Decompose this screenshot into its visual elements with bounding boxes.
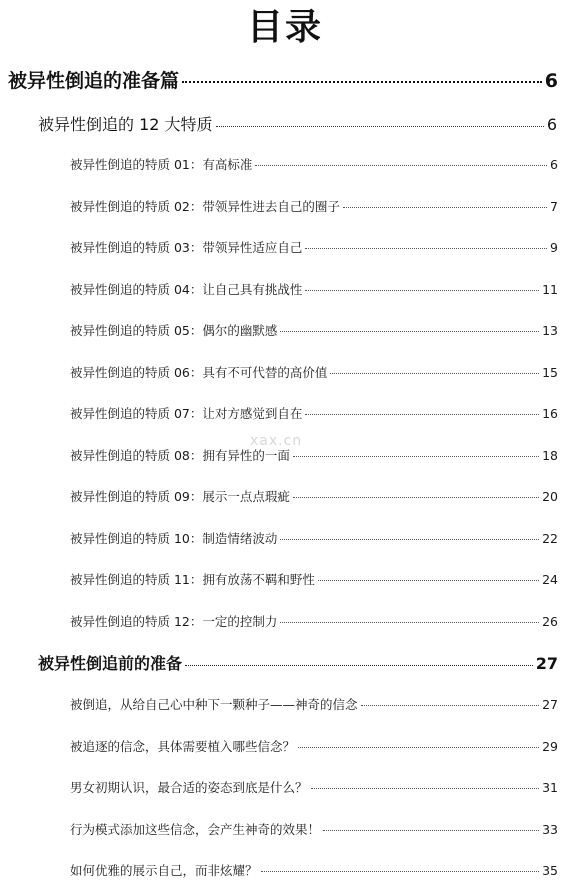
toc-entry-label: 被异性倒追的特质 10：制造情绪波动 bbox=[70, 531, 278, 546]
toc-entry-page: 6 bbox=[550, 157, 558, 172]
watermark: xax.cn bbox=[250, 433, 303, 449]
toc-entry-page: 31 bbox=[542, 780, 558, 795]
toc-section-entry[interactable] bbox=[70, 820, 558, 838]
dot-leader bbox=[298, 747, 539, 748]
toc-entry-label: 被异性倒追的特质 01：有高标准 bbox=[70, 157, 253, 172]
toc-section-entry[interactable] bbox=[70, 197, 558, 215]
toc-entry-page: 6 bbox=[544, 70, 558, 92]
toc-entry-page: 24 bbox=[542, 572, 558, 587]
toc-entry-label: 被异性倒追的特质 11：拥有放荡不羁和野性 bbox=[70, 572, 315, 587]
toc-section-entry[interactable] bbox=[70, 404, 558, 422]
toc-section-entry[interactable] bbox=[70, 570, 558, 588]
toc-section-entry[interactable] bbox=[70, 487, 558, 505]
toc-entry-label: 被异性倒追的特质 03：带领异性适应自己 bbox=[70, 240, 303, 255]
toc-entry-label: 被异性倒追的特质 07：让对方感觉到自在 bbox=[70, 406, 303, 421]
dot-leader bbox=[216, 126, 544, 127]
toc-entry-label: 被追逐的信念，具体需要植入哪些信念？ bbox=[70, 739, 296, 754]
toc-entry-page: 27 bbox=[535, 654, 558, 673]
toc-section-entry[interactable] bbox=[70, 737, 558, 755]
dot-leader bbox=[280, 622, 539, 623]
toc-entry-label: 被异性倒追的 12 大特质 bbox=[38, 115, 213, 134]
dot-leader bbox=[305, 290, 539, 291]
toc-section-entry[interactable] bbox=[70, 321, 558, 339]
dot-leader bbox=[318, 580, 539, 581]
toc-entry-label: 被异性倒追前的准备 bbox=[38, 654, 183, 673]
toc-entry-label: 如何优雅的展示自己，而非炫耀？ bbox=[70, 863, 258, 878]
dot-leader bbox=[280, 539, 539, 540]
toc-entry-label: 被异性倒追的特质 09：展示一点点瑕疵 bbox=[70, 489, 290, 504]
toc-entry-page: 16 bbox=[542, 406, 558, 421]
toc-entry-page: 13 bbox=[542, 323, 558, 338]
toc-section-entry[interactable] bbox=[70, 612, 558, 630]
toc-section-entry[interactable] bbox=[70, 238, 558, 256]
dot-leader bbox=[311, 788, 540, 789]
toc-entry-label: 男女初期认识，最合适的姿态到底是什么？ bbox=[70, 780, 308, 795]
dot-leader bbox=[330, 373, 539, 374]
dot-leader bbox=[305, 414, 539, 415]
toc-entry-label: 被异性倒追的特质 12：一定的控制力 bbox=[70, 614, 278, 629]
dot-leader bbox=[293, 497, 539, 498]
dot-leader bbox=[182, 81, 542, 83]
toc-section-entry[interactable] bbox=[70, 446, 558, 464]
toc-chapter-entry[interactable] bbox=[38, 112, 557, 135]
toc-entry-label: 行为模式添加这些信念，会产生神奇的效果！ bbox=[70, 822, 321, 837]
toc-entry-label: 被倒追，从给自己心中种下一颗种子——神奇的信念 bbox=[70, 697, 358, 712]
toc-section-entry[interactable] bbox=[70, 695, 558, 713]
toc-section-entry[interactable] bbox=[70, 861, 558, 879]
dot-leader bbox=[280, 331, 539, 332]
toc-entry-page: 11 bbox=[542, 282, 558, 297]
toc-entry-page: 27 bbox=[542, 697, 558, 712]
toc-entry-page: 7 bbox=[550, 199, 558, 214]
toc-entry-page: 18 bbox=[542, 448, 558, 463]
dot-leader bbox=[185, 665, 533, 666]
toc-part-entry[interactable] bbox=[8, 66, 558, 93]
toc-entry-label: 被异性倒追的特质 08：拥有异性的一面 bbox=[70, 448, 290, 463]
dot-leader bbox=[343, 207, 547, 208]
dot-leader bbox=[323, 830, 539, 831]
toc-entry-page: 26 bbox=[542, 614, 558, 629]
toc-entry-page: 22 bbox=[542, 531, 558, 546]
toc-entry-page: 35 bbox=[542, 863, 558, 878]
toc-section-entry[interactable] bbox=[70, 529, 558, 547]
toc-entry-label: 被异性倒追的特质 05：偶尔的幽默感 bbox=[70, 323, 278, 338]
toc-title: 目录 bbox=[246, 7, 323, 48]
dot-leader bbox=[261, 871, 540, 872]
toc-entry-page: 9 bbox=[550, 240, 558, 255]
toc-section-entry[interactable] bbox=[70, 778, 558, 796]
toc-section-entry[interactable] bbox=[70, 363, 558, 381]
toc-entry-label: 被异性倒追的特质 06：具有不可代替的高价值 bbox=[70, 365, 328, 380]
toc-chapter-entry[interactable] bbox=[38, 651, 558, 674]
toc-entry-page: 33 bbox=[542, 822, 558, 837]
toc-entry-page: 15 bbox=[542, 365, 558, 380]
toc-section-entry[interactable] bbox=[70, 155, 558, 173]
toc-entry-label: 被异性倒追的特质 02：带领异性进去自己的圈子 bbox=[70, 199, 340, 214]
toc-entry-label: 被异性倒追的准备篇 bbox=[8, 70, 180, 92]
toc-section-entry[interactable] bbox=[70, 280, 558, 298]
dot-leader bbox=[293, 456, 539, 457]
dot-leader bbox=[361, 705, 540, 706]
toc-entry-page: 29 bbox=[542, 739, 558, 754]
toc-entry-page: 20 bbox=[542, 489, 558, 504]
toc-entry-page: 6 bbox=[546, 115, 557, 134]
dot-leader bbox=[305, 248, 547, 249]
dot-leader bbox=[255, 165, 547, 166]
toc-entry-label: 被异性倒追的特质 04：让自己具有挑战性 bbox=[70, 282, 303, 297]
